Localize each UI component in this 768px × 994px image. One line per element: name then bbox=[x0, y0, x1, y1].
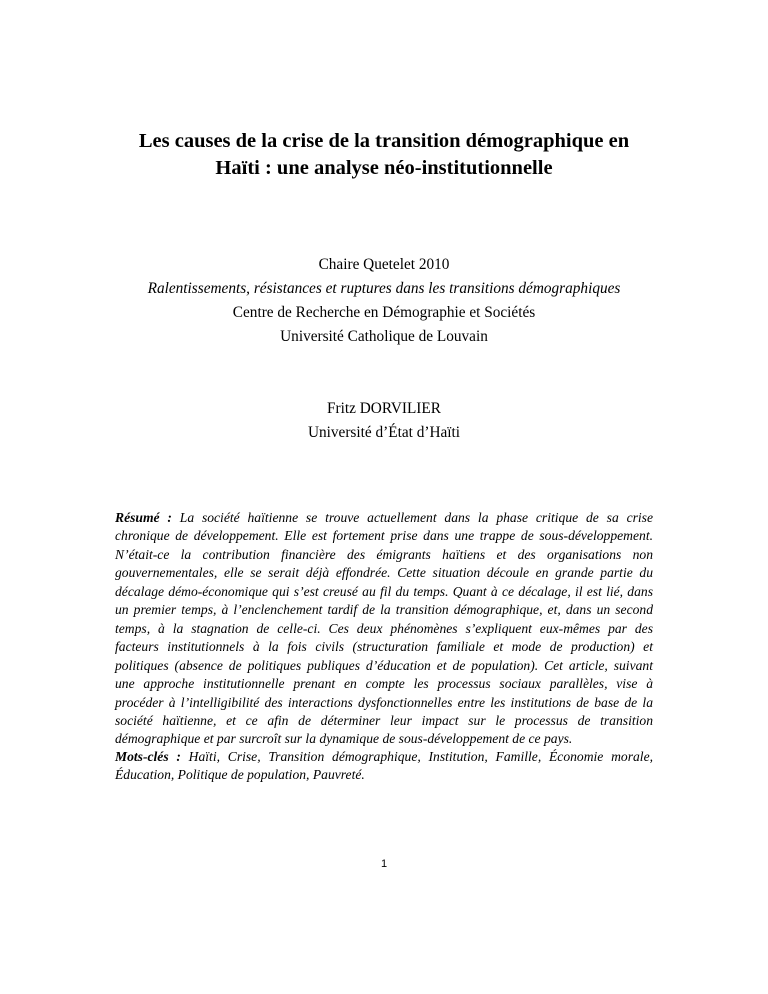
affiliation-block bbox=[60, 253, 708, 349]
keywords-line: Éducation, Politique de population, Pauvreté. bbox=[115, 767, 365, 783]
author-institution: Université d’État d’Haïti bbox=[307, 424, 461, 441]
abstract-line: gouvernementales, elle se serait déjà effondrée. Cette situation découle en grande partie du bbox=[115, 565, 653, 581]
page-number: 1 bbox=[380, 858, 388, 870]
chair-name: Chaire Quetelet 2010 bbox=[318, 256, 450, 273]
author-name: Fritz DORVILIER bbox=[327, 400, 441, 417]
abstract bbox=[115, 509, 653, 749]
research-center: Centre de Recherche en Démographie et Sociétés bbox=[232, 304, 536, 321]
abstract-line: N’était-ce la contribution financière des émigrants haïtiens et des organisations non bbox=[115, 546, 653, 562]
title-line-1: Les causes de la crise de la transition démographique en bbox=[138, 130, 630, 152]
author-block bbox=[60, 397, 708, 445]
abstract-line: décalage démo-économique qui s’est creusé au fil du temps. Quant à ce décalage, il est lié, dans bbox=[115, 583, 653, 599]
abstract-line: démographique et par surcroît sur la dynamique de sous-développement de ce pays. bbox=[115, 731, 573, 747]
keywords bbox=[115, 748, 653, 785]
abstract-line: société haïtienne, et ce afin de déterminer leur impact sur le processus de transition bbox=[115, 712, 653, 728]
keywords-line: Mots-clés : Haïti, Crise, Transition démographique, Institution, Famille, Économie morale, bbox=[115, 749, 654, 764]
conference-theme: Ralentissements, résistances et ruptures dans les transitions démographiques bbox=[147, 280, 621, 297]
abstract-line: politiques (absence de politiques publiques d’éducation et de population). Cet article, suivant bbox=[115, 657, 653, 673]
abstract-line: temps, à la stagnation de celle-ci. Ces deux phénomènes s’expliquent eux-mêmes par des bbox=[115, 620, 653, 636]
title-line-2: Haïti : une analyse néo-institutionnelle bbox=[215, 157, 553, 179]
abstract-line: facteurs institutionnels à la fois civils (structuration familiale et mode de production) et bbox=[115, 639, 653, 655]
keywords-label: Mots-clés : bbox=[115, 749, 181, 764]
abstract-line: procéder à l’intelligibilité des interactions dysfonctionnelles entre les institutions de base de la bbox=[115, 694, 653, 710]
abstract-line: une approche institutionnelle prenant en compte les processus sociaux parallèles, vise à bbox=[115, 676, 653, 692]
abstract-label: Résumé : bbox=[115, 510, 172, 525]
document-title bbox=[96, 128, 672, 182]
host-university: Université Catholique de Louvain bbox=[280, 328, 488, 345]
abstract-line: un premier temps, à l’enclenchement tardif de la transition démographique, et, dans un second bbox=[115, 602, 653, 618]
abstract-line: Résumé : La société haïtienne se trouve actuellement dans la phase critique de sa crise bbox=[115, 510, 654, 525]
abstract-line: chronique de développement. Elle est fortement prise dans une trappe de sous-développement. bbox=[115, 528, 653, 544]
